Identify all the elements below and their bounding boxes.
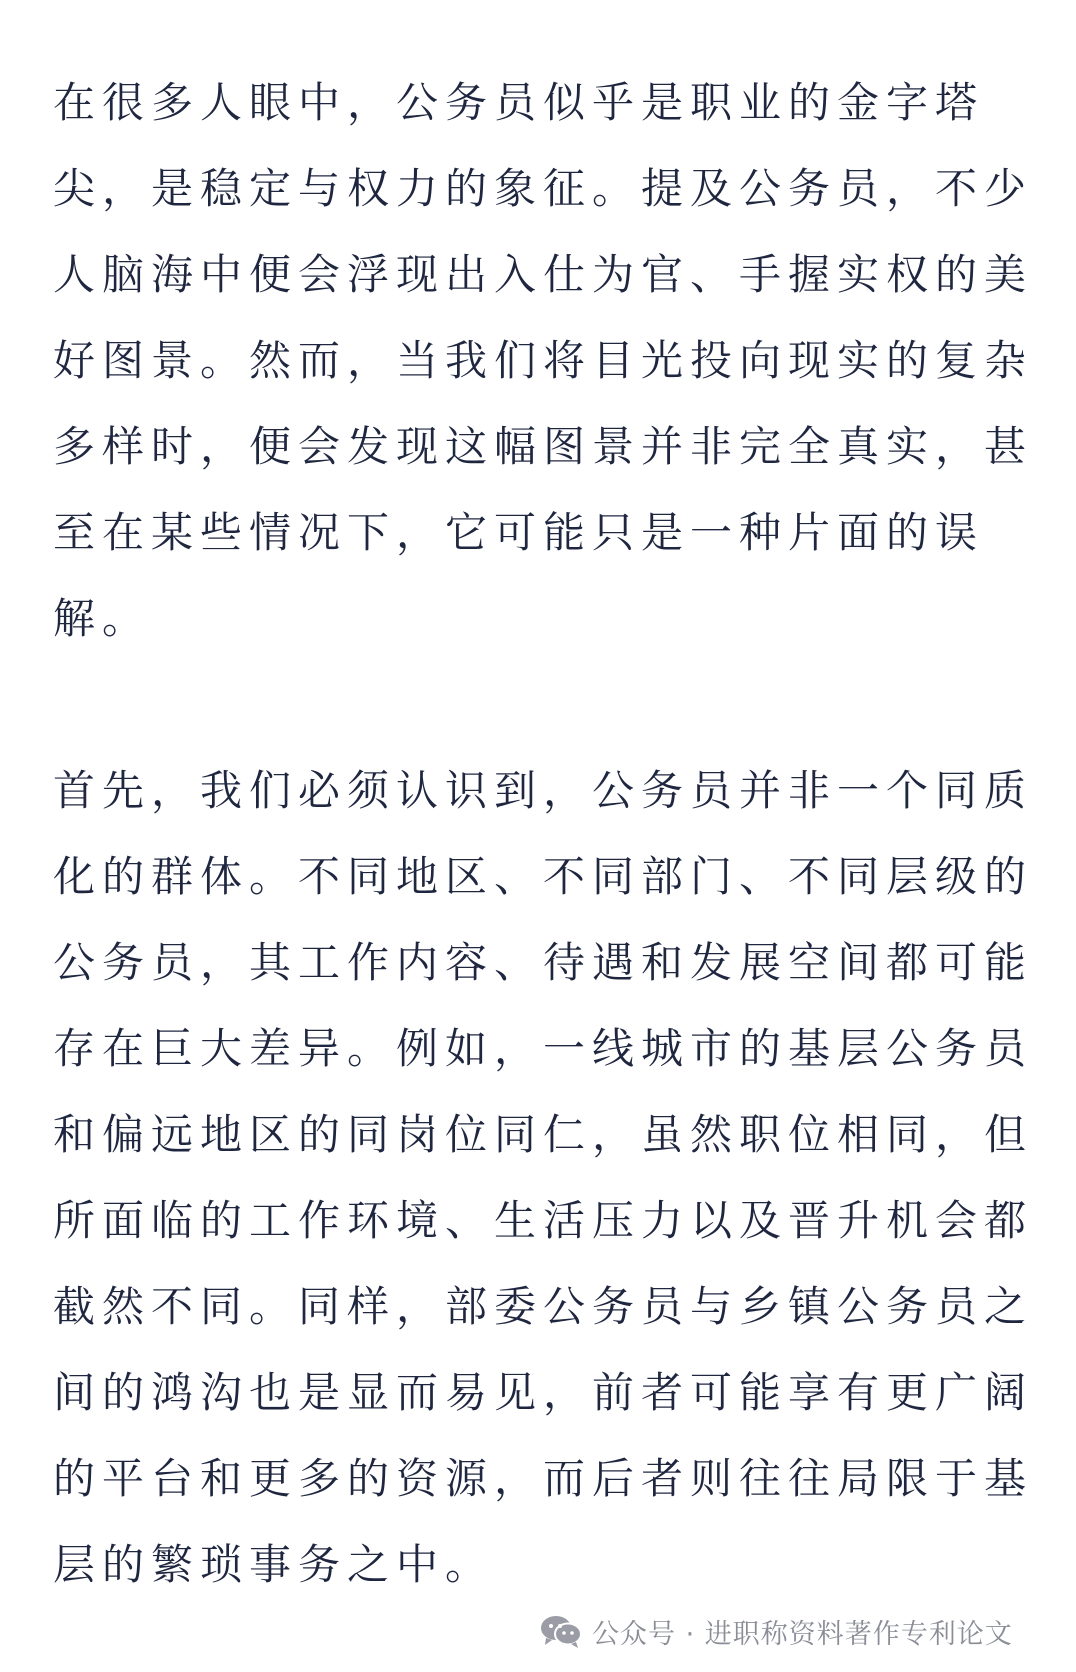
paragraph-line: 至在某些情况下，它可能只是一种片面的误 [53,508,985,557]
paragraph-1 [53,60,1034,662]
watermark-text: 公众号 · 进职称资料著作专利论文 [592,1618,1013,1650]
paragraph-line: 存在巨大差异。例如，一线城市的基层公务员 [53,1024,1034,1073]
paragraph-line: 和偏远地区的同岗位同仁，虽然职位相同，但 [53,1110,1034,1159]
paragraph-line: 所面临的工作环境、生活压力以及晋升机会都 [53,1196,1034,1245]
article-body [53,60,1034,1608]
paragraph-line: 解。 [53,594,152,643]
paragraph-line: 间的鸿沟也是显而易见，前者可能享有更广阔 [53,1368,1034,1417]
paragraph-line: 好图景。然而，当我们将目光投向现实的复杂 [53,336,1034,385]
wechat-icon [540,1614,582,1648]
wechat-watermark [540,1606,1013,1656]
paragraph-line: 多样时，便会发现这幅图景并非完全真实，甚 [53,422,1034,471]
paragraph-line: 尖，是稳定与权力的象征。提及公务员，不少 [53,164,1034,213]
paragraph-2 [53,748,1034,1608]
paragraph-line: 首先，我们必须认识到，公务员并非一个同质 [53,766,1034,815]
paragraph-line: 的平台和更多的资源，而后者则往往局限于基 [53,1454,1034,1503]
paragraph-line: 化的群体。不同地区、不同部门、不同层级的 [53,852,1034,901]
paragraph-line: 人脑海中便会浮现出入仕为官、手握实权的美 [53,250,1034,299]
paragraph-line: 公务员，其工作内容、待遇和发展空间都可能 [53,938,1034,987]
paragraph-line: 层的繁琐事务之中。 [53,1540,495,1589]
paragraph-line: 在很多人眼中，公务员似乎是职业的金字塔 [53,78,985,127]
paragraph-line: 截然不同。同样，部委公务员与乡镇公务员之 [53,1282,1034,1331]
